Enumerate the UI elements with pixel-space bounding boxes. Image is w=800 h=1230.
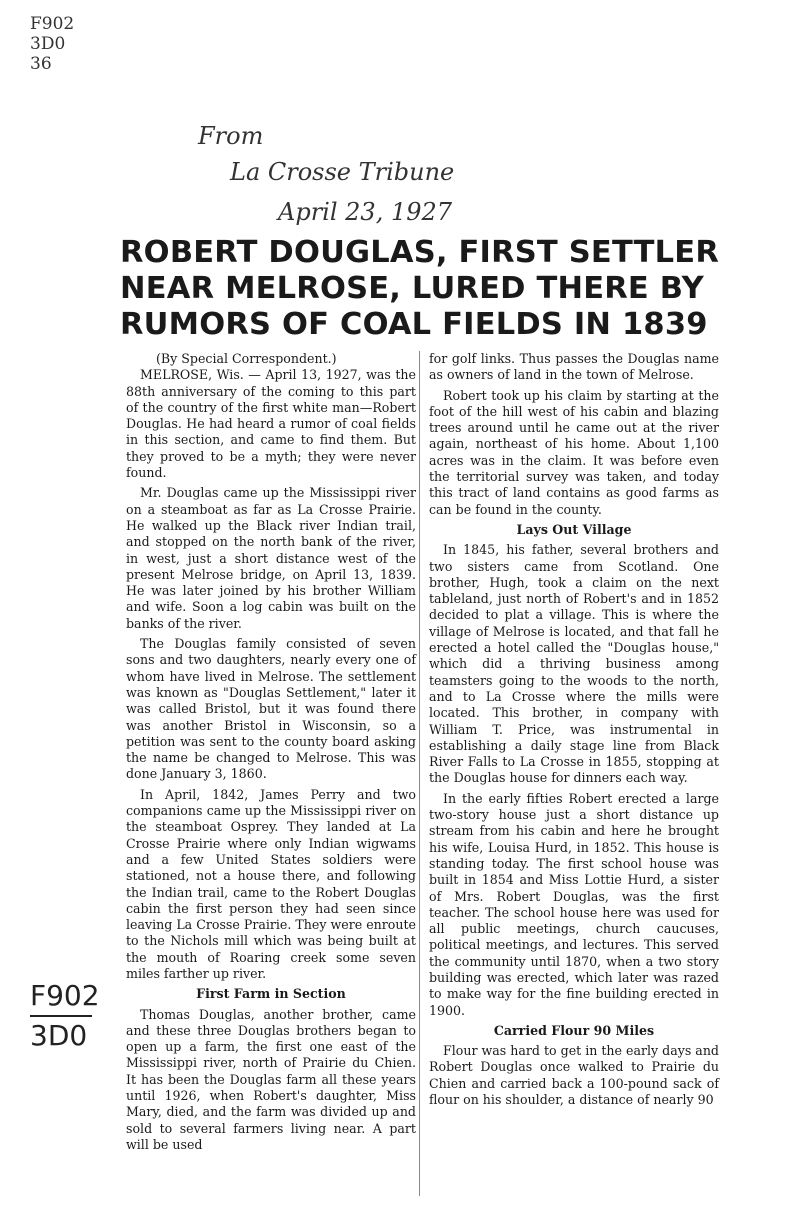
headline-line: RUMORS OF COAL FIELDS IN 1839 (120, 307, 708, 342)
article-paragraph: MELROSE, Wis. — April 13, 1927, was the 88th anniversary of the coming to this part of the country of the first white man—Robert Douglas. He had heard a rumor of coal fields in this section, and came to find them. But they proved to be a myth; they were never found. (126, 367, 416, 481)
headline-line: ROBERT DOUGLAS, FIRST SETTLER (120, 235, 720, 270)
column-divider (419, 351, 420, 1196)
archive-code-line: F902 (30, 14, 75, 34)
newspaper-clipping (112, 235, 724, 1196)
article-paragraph: Robert took up his claim by starting at the foot of the hill west of his cabin and blazing trees around until he came out at the river again, northeast of his home. About 1,100 acres was in the claim. It was before even the territorial survey was taken, and today this tract of land contains as good farms as can be found in the county. (429, 387, 719, 517)
article-paragraph: The Douglas family consisted of seven sons and two daughters, nearly every one of whom have lived in Melrose. The settlement was known as "Douglas Settlement," later it was called Bristol, but it was found there was another Bristol in Wisconsin, so a petition was sent to the county board asking the name be changed to Melrose. This was done January 3, 1860. (126, 636, 416, 782)
headline-line: NEAR MELROSE, LURED THERE BY (120, 271, 704, 306)
article-body (112, 351, 724, 1196)
article-subhead: First Farm in Section (196, 986, 346, 1002)
source-note-date: April 23, 1927 (278, 198, 453, 226)
archive-code-line: 3D0 (30, 34, 66, 54)
article-headline (120, 235, 724, 343)
article-paragraph: Mr. Douglas came up the Mississippi river on a steamboat as far as La Crosse Prairie. He walked up the Black river Indian trail, and stopped on the north bank of the river, in west, just a short distance west of the present Melrose bridge, on April 13, 1839. He was later joined by his brother William and wife. Soon a log cabin was built on the banks of the river. (126, 485, 416, 631)
archive-code-line: 3D0 (30, 1019, 88, 1052)
article-paragraph: Thomas Douglas, another brother, came and these three Douglas brothers began to open up a farm, the first one east of the Mississippi river, north of Prairie du Chien. It has been the Douglas farm all these years until 1926, when Robert's daughter, Miss Mary, died, and the farm was divided up and sold to several farmers living near. A part will be used (126, 1006, 416, 1152)
article-column-right (429, 351, 719, 1112)
archive-code-divider (30, 1015, 92, 1017)
source-note-from: From (198, 122, 264, 150)
archive-code-line: 36 (30, 54, 52, 74)
article-paragraph: In the early fifties Robert erected a large two-story house just a short distance up stream from his cabin and here he brought his wife, Louisa Hurd, in 1852. This house is standing today. The first school house was built in 1854 and Miss Lottie Hurd, a sister of Mrs. Robert Douglas, was the first teacher. The school house here was used for all public meetings, church caucuses, political meetings, and lectures. This served the community until 1870, when a two story building was erected, which later was razed to make way for the fine building erected in 1900. (429, 790, 719, 1018)
article-subhead: Lays Out Village (516, 521, 632, 537)
archive-code-top (30, 14, 74, 74)
source-note-paper: La Crosse Tribune (230, 158, 455, 186)
source-note (188, 118, 454, 230)
archive-code-line: F902 (30, 979, 100, 1012)
article-paragraph: for golf links. Thus passes the Douglas name as owners of land in the town of Melrose. (429, 351, 719, 383)
article-paragraph: Flour was hard to get in the early days and Robert Douglas once walked to Prairie du Chien and carried back a 100-pound sack of flour on his shoulder, a distance of nearly 90 (429, 1043, 719, 1108)
article-paragraph: In 1845, his father, several brothers and two sisters came from Scotland. One brother, Hugh, took a claim on the next tableland, just north of Robert's and in 1852 decided to plat a village. This is where the village of Melrose is located, and that fall he erected a hotel called the "Douglas house," which did a thriving business among teamsters going to the woods to the north, and to La Crosse where the mills were located. This brother, in company with William T. Price, was instrumental in establishing a daily stage line from Black River Falls to La Crosse in 1855, stopping at the Douglas house for dinners each way. (429, 542, 719, 786)
article-subhead: Carried Flour 90 Miles (493, 1022, 655, 1038)
archive-code-side (30, 978, 100, 1054)
article-byline: (By Special Correspondent.) (156, 351, 337, 366)
article-paragraph: In April, 1842, James Perry and two companions came up the Mississippi river on the steamboat Osprey. They landed at La Crosse Prairie where only Indian wigwams and a few United States soldiers were stationed, not a house there, and following the Indian trail, came to the Robert Douglas cabin the first person they had seen since leaving La Crosse Prairie. They were enroute to the Nichols mill which was being built at the mouth of Roaring creek some seven miles farther up river. (126, 786, 416, 981)
article-column-left (126, 351, 416, 1157)
